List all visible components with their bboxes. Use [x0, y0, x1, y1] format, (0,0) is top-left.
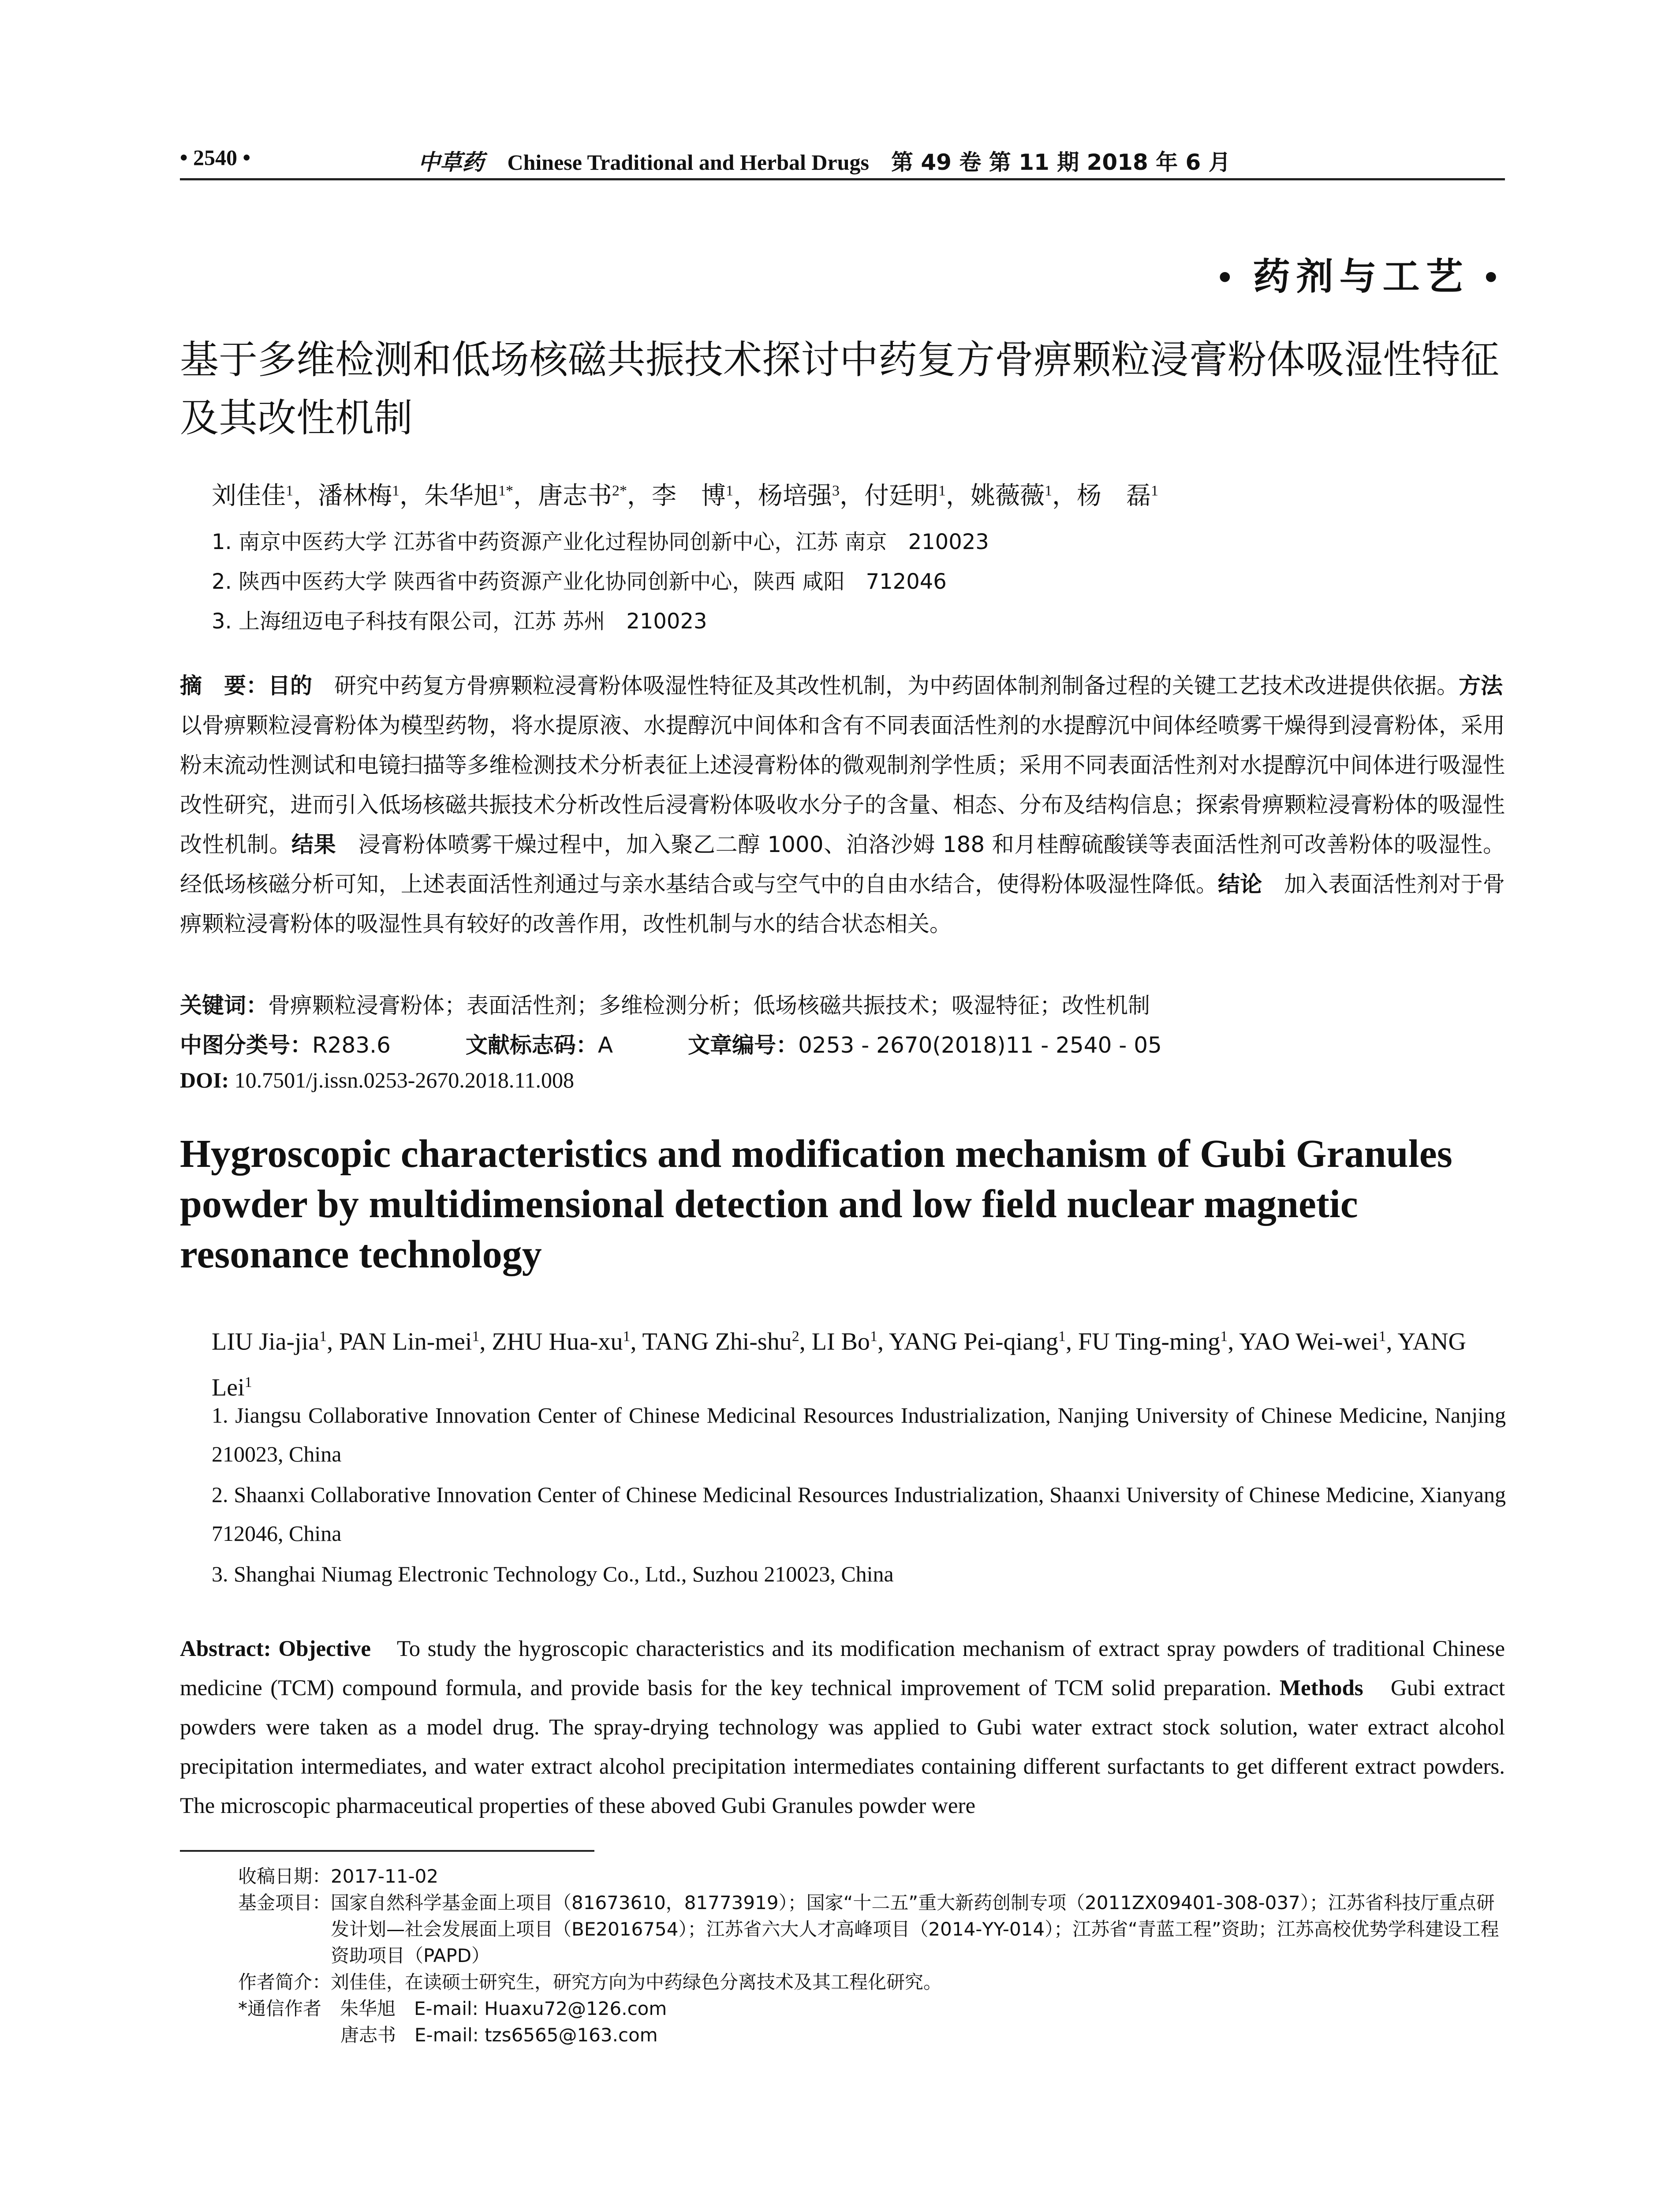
author-cn-affiliation-mark: 3 [832, 482, 840, 499]
author-list-en: LIU Jia-jia$^1$, PAN Lin-mei$^1$, ZHU Hua-$xu^1$, TANG Zhi-shu$^2$, LI Bo$^1$, YANG Pei-qiang$^1$, FU Ting-ming$^1$, YAO Wei-wei$^1$, YANG Lei$^1$ [212, 1328, 1466, 1401]
author-cn-affiliation-mark: 1 [392, 482, 399, 499]
author-cn-affiliation-mark: 1 [726, 482, 733, 499]
author-en-name: YAO Wei-wei [1239, 1328, 1379, 1356]
author-cn-name: 李 博 [652, 482, 726, 510]
methods-label-cn: 方法 [1459, 673, 1503, 699]
affiliation-en-3: 3. Shanghai Niumag Electronic Technology Co., Ltd., Suzhou 210023, China [212, 1562, 894, 1586]
conclusion-label-cn: 结论 [1217, 871, 1262, 897]
affiliation-en-1: 1. Jiangsu Collaborative Innovation Center of Chinese Medicinal Resources Industrialization, Nanjing University of Chinese Medicine, Nanjing 210023, China [212, 1403, 1506, 1466]
classification-line [180, 1028, 1162, 1059]
objective-label-cn: 目的 [268, 673, 312, 699]
author-en-name: YANG Lei [212, 1328, 1466, 1401]
author-cn-affiliation-mark: 2* [612, 482, 627, 499]
footnote-label: 基金项目： [238, 1892, 331, 1913]
author-en-affiliation-mark: 1 [244, 1374, 252, 1390]
abstract-objective-label-en: Abstract: Objective [180, 1637, 371, 1661]
author-cn-name: 杨培强 [758, 482, 832, 510]
journal-name-en: Chinese Traditional and Herbal Drugs [507, 150, 869, 175]
author-cn-affiliation-mark: 1 [1045, 482, 1052, 499]
author-en-affiliation-mark: 1 [1220, 1328, 1228, 1345]
footnote-text: 2017-11-02 [331, 1865, 439, 1887]
author-en-affiliation-mark: 1 [870, 1328, 877, 1345]
footnote-label: *通信作者 [238, 1998, 322, 2019]
author-cn-affiliation-mark: 1 [938, 482, 946, 499]
author-en-name: LIU Jia-jia [212, 1328, 320, 1356]
doi-value: 10.7501/j.issn.0253-2670.2018.11.008 [229, 1068, 574, 1092]
footnote-label: 作者简介： [238, 1971, 331, 1993]
author-cn-affiliation-mark: 1 [1151, 482, 1158, 499]
clc-label: 中图分类号： [180, 1032, 312, 1058]
clc-value: R283.6 [312, 1032, 391, 1058]
footnote-label: 收稿日期： [238, 1865, 331, 1887]
author-en-affiliation-mark: 1 [1378, 1328, 1386, 1345]
article-title-en: Hygroscopic characteristics and modification mechanism of Gubi Granules powder by multidimensional detection and low field nuclear magnetic resonance technology [180, 1132, 1452, 1276]
running-header [180, 140, 1505, 180]
footnote-divider [180, 1850, 594, 1852]
conclusion-text-cn: 加入表面活性剂对于骨痹颗粒浸膏粉体的吸湿性具有较好的改善作用，改性机制与水的结合状态相关。 [180, 871, 1505, 937]
footnote-text: 唐志书 E-mail: tzs6565@163.com [322, 2024, 658, 2046]
author-cn-affiliation-mark: 1* [498, 482, 513, 499]
methods-text-en: Gubi extract powders were taken as a model drug. The spray-drying technology was applied to Gubi water extract stock solution, water extract alcohol precipitation intermediates, and water extract alcohol precipitation intermediates containing different surfactants to get different extract powders. The microscopic pharmaceutical properties of these aboved Gubi Granules powder were [180, 1676, 1505, 1818]
article-title-cn: 基于多维检测和低场核磁共振技术探讨中药复方骨痹颗粒浸膏粉体吸湿性特征及其改性机制 [180, 337, 1500, 441]
author-en-name: YANG Pei-qiang [889, 1328, 1059, 1356]
results-label-cn: 结果 [291, 832, 336, 857]
objective-text-en: To study the hygroscopic characteristics and its modification mechanism of extract spray powders of traditional Chinese medicine (TCM) compound formula, and provide basis for the key technical improvement of TCM solid preparation. [180, 1637, 1505, 1700]
footnote-corresponding [238, 1996, 1506, 2022]
author-cn-name: 姚薇薇 [971, 482, 1045, 510]
footnote-text: 刘佳佳，在读硕士研究生，研究方向为中药绿色分离技术及其工程化研究。 [331, 1971, 942, 1993]
methods-label-en: Methods [1279, 1676, 1363, 1700]
affiliation-cn-3: 3. 上海纽迈电子科技有限公司，江苏 苏州 210023 [212, 609, 707, 634]
author-en-name: FU Ting-ming [1078, 1328, 1221, 1356]
journal-name-cn: 中草药 [418, 149, 484, 175]
footnote-text: 国家自然科学基金面上项目（81673610，81773919）；国家“十二五”重大新药创制专项（2011ZX09401-308-037）；江苏省科技厅重点研发计划—社会发展面上项目（BE2016754）；江苏省六大人才高峰项目（2014-YY-014）；江苏省“青蓝工程”资助；江苏高校优势学科建设工程资助项目（PAPD） [331, 1892, 1499, 1966]
footnote-funding [238, 1890, 1506, 1969]
author-cn-name: 杨 磊 [1077, 482, 1151, 510]
author-en-affiliation-mark: 1 [319, 1328, 327, 1345]
author-en-name: PAN Lin-mei [339, 1328, 472, 1356]
author-en-affiliation-mark: 1 [1058, 1328, 1066, 1345]
author-en-name: ZHU Hua-xu [492, 1328, 623, 1356]
footnote-author-bio [238, 1969, 1506, 1996]
author-cn-name: 唐志书 [538, 482, 612, 510]
doc-code-value: A [597, 1032, 613, 1058]
author-en-affiliation-mark: 1 [623, 1328, 631, 1345]
page-number: • 2540 • [180, 145, 251, 170]
author-en-name: LI Bo [811, 1328, 870, 1356]
journal-title [418, 145, 1231, 176]
author-cn-name: 付廷明 [864, 482, 938, 510]
abstract-cn [180, 666, 1525, 944]
author-cn-name: 朱华旭 [424, 482, 498, 510]
abstract-label-cn: 摘 要： [180, 673, 268, 699]
journal-issue: 第 49 卷 第 11 期 2018 年 6 月 [891, 149, 1231, 175]
author-cn-affiliation-mark: 1 [286, 482, 293, 499]
article-no-label: 文章编号： [688, 1032, 799, 1058]
section-tag: • 药剂与工艺 • [1218, 257, 1504, 298]
author-cn-name: 潘林梅 [318, 482, 392, 510]
author-cn-name: 刘佳佳 [212, 482, 286, 510]
affiliation-en-2: 2. Shaanxi Collaborative Innovation Center of Chinese Medicinal Resources Industrialization, Shaanxi University of Chinese Medicine, Xianyang 712046, China [212, 1482, 1506, 1546]
results-text-cn: 浸膏粉体喷雾干燥过程中，加入聚乙二醇 1000、泊洛沙姆 188 和月桂醇硫酸镁等表面活性剂可改善粉体的吸湿性。经低场核磁分析可知，上述表面活性剂通过与亲水基结合或与空气中的自由水结合，使得粉体吸湿性降低。 [180, 832, 1505, 897]
doi-line [180, 1067, 574, 1093]
footnote-text: 朱华旭 E-mail: Huaxu72@126.com [321, 1998, 667, 2019]
keywords-cn [180, 988, 1150, 1020]
author-en-affiliation-mark: 1 [472, 1328, 480, 1345]
affiliation-cn-2: 2. 陕西中医药大学 陕西省中药资源产业化协同创新中心，陕西 咸阳 712046 [212, 569, 947, 594]
footnote-corresponding-2 [238, 2022, 1506, 2048]
article-no-value: 0253 - 2670(2018)11 - 2540 - 05 [798, 1032, 1162, 1058]
keywords-text: 骨痹颗粒浸膏粉体；表面活性剂；多维检测分析；低场核磁共振技术；吸湿特征；改性机制 [268, 993, 1150, 1018]
author-en-affiliation-mark: 2 [791, 1328, 799, 1345]
doi-label: DOI: [180, 1068, 229, 1092]
author-en-name: TANG Zhi-shu [642, 1328, 792, 1356]
affiliation-cn-1: 1. 南京中医药大学 江苏省中药资源产业化过程协同创新中心，江苏 南京 210023 [212, 530, 989, 554]
doc-code-label: 文献标志码： [465, 1032, 598, 1058]
author-list-cn: 刘佳佳$^1$，潘林梅$^1$，朱华旭$^{1*}$，唐志书$^{2*}$，李 博$^1$，杨培强$^3$，付廷明$^1$，姚薇薇$^1$，杨 磊$^1$ [212, 482, 1158, 510]
footnote-received [238, 1863, 1506, 1890]
keywords-label: 关键词： [180, 993, 268, 1018]
abstract-en [180, 1629, 1505, 1826]
methods-text-cn: 以骨痹颗粒浸膏粉体为模型药物，将水提原液、水提醇沉中间体和含有不同表面活性剂的水提醇沉中间体经喷雾干燥得到浸膏粉体，采用粉末流动性测试和电镜扫描等多维检测技术分析表征上述浸膏粉体的微观制剂学性质；采用不同表面活性剂对水提醇沉中间体进行吸湿性改性研究，进而引入低场核磁共振技术分析改性后浸膏粉体吸收水分子的含量、相态、分布及结构信息；探索骨痹颗粒浸膏粉体的吸湿性改性机制。 [180, 673, 1525, 857]
objective-text-cn: 研究中药复方骨痹颗粒浸膏粉体吸湿性特征及其改性机制，为中药固体制剂制备过程的关键工艺技术改进提供依据。 [312, 673, 1459, 699]
footnotes [238, 1863, 1506, 2048]
